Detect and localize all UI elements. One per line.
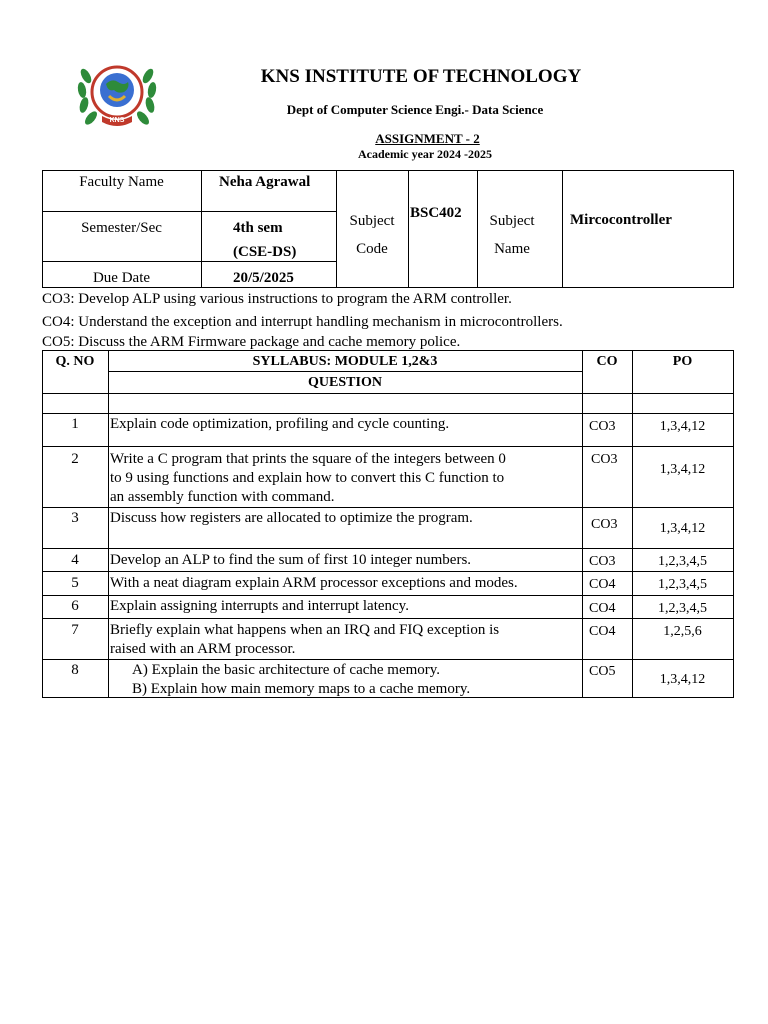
question-number: 4 bbox=[71, 552, 79, 568]
question-po: 1,3,4,12 bbox=[659, 462, 706, 477]
question-co: CO4 bbox=[589, 601, 616, 616]
question-co: CO3 bbox=[589, 419, 616, 434]
institute-title: KNS INSTITUTE OF TECHNOLOGY bbox=[260, 66, 582, 87]
question-co: CO4 bbox=[589, 624, 616, 639]
question-co: CO3 bbox=[589, 554, 616, 569]
question-co: CO4 bbox=[589, 577, 616, 592]
question-po: 1,2,3,4,5 bbox=[658, 601, 707, 616]
question-number: 7 bbox=[71, 622, 79, 638]
question-co: CO3 bbox=[591, 452, 618, 467]
question-text: Explain code optimization, profiling and cycle counting. bbox=[110, 416, 450, 432]
question-number: 8 bbox=[71, 662, 79, 678]
department-name: Dept of Computer Science Engi.- Data Science bbox=[286, 102, 544, 117]
course-outcome-co3: CO3: Develop ALP using various instructions to program the ARM controller. bbox=[42, 291, 512, 307]
faculty-value: Neha Agrawal bbox=[219, 174, 311, 190]
question-text: Develop an ALP to find the sum of first 10 integer numbers. bbox=[110, 552, 472, 568]
semester-label: Semester/Sec bbox=[81, 220, 162, 236]
subject-name-label-2: Name bbox=[494, 241, 530, 257]
due-date-value: 20/5/2025 bbox=[233, 270, 294, 286]
question-co: CO5 bbox=[589, 664, 616, 679]
semester-value: 4th sem bbox=[233, 220, 283, 236]
question-number: 3 bbox=[71, 510, 79, 526]
col-po-header: PO bbox=[672, 354, 693, 369]
question-co: CO3 bbox=[591, 517, 618, 532]
question-text: B) Explain how main memory maps to a cache memory. bbox=[132, 681, 471, 697]
question-text: to 9 using functions and explain how to convert this C function to bbox=[110, 470, 505, 486]
question-number: 2 bbox=[71, 451, 79, 467]
question-text: raised with an ARM processor. bbox=[110, 641, 296, 657]
subject-code-label-2: Code bbox=[356, 241, 388, 257]
question-text: Write a C program that prints the square of the integers between 0 bbox=[110, 451, 506, 467]
question-po: 1,3,4,12 bbox=[659, 672, 706, 687]
subject-code-value: BSC402 bbox=[410, 205, 462, 221]
faculty-label: Faculty Name bbox=[79, 174, 164, 190]
section-value: (CSE-DS) bbox=[233, 244, 297, 260]
col-question-header: QUESTION bbox=[308, 375, 382, 390]
course-outcome-co5: CO5: Discuss the ARM Firmware package and cache memory police. bbox=[42, 334, 461, 350]
logo-text: KNS bbox=[109, 117, 125, 124]
assignment-title: ASSIGNMENT - 2 bbox=[375, 131, 480, 146]
question-text: Briefly explain what happens when an IRQ and FIQ exception is bbox=[110, 622, 500, 638]
academic-year: Academic year 2024 -2025 bbox=[357, 147, 493, 161]
question-po: 1,2,5,6 bbox=[663, 624, 702, 639]
question-number: 1 bbox=[71, 416, 79, 432]
due-date-label: Due Date bbox=[92, 270, 151, 286]
col-syllabus-header: SYLLABUS: MODULE 1,2&3 bbox=[252, 354, 438, 369]
question-po: 1,3,4,12 bbox=[659, 521, 706, 536]
question-text: With a neat diagram explain ARM processor exceptions and modes. bbox=[110, 575, 518, 591]
question-text: A) Explain the basic architecture of cache memory. bbox=[132, 662, 441, 678]
question-text: Explain assigning interrupts and interrupt latency. bbox=[110, 598, 409, 614]
question-number: 5 bbox=[71, 575, 79, 591]
subject-name-label: Subject bbox=[489, 213, 535, 229]
question-text: Discuss how registers are allocated to optimize the program. bbox=[110, 510, 473, 526]
question-po: 1,2,3,4,5 bbox=[658, 554, 707, 569]
col-co-header: CO bbox=[596, 354, 618, 369]
question-text: an assembly function with command. bbox=[110, 489, 335, 505]
col-qno-header: Q. NO bbox=[55, 354, 95, 369]
subject-code-label: Subject bbox=[349, 213, 395, 229]
question-number: 6 bbox=[71, 598, 79, 614]
course-outcome-co4: CO4: Understand the exception and interrupt handling mechanism in microcontrollers. bbox=[42, 314, 563, 330]
question-po: 1,2,3,4,5 bbox=[658, 577, 707, 592]
question-po: 1,3,4,12 bbox=[659, 419, 706, 434]
subject-name-value: Mircocontroller bbox=[570, 212, 672, 228]
